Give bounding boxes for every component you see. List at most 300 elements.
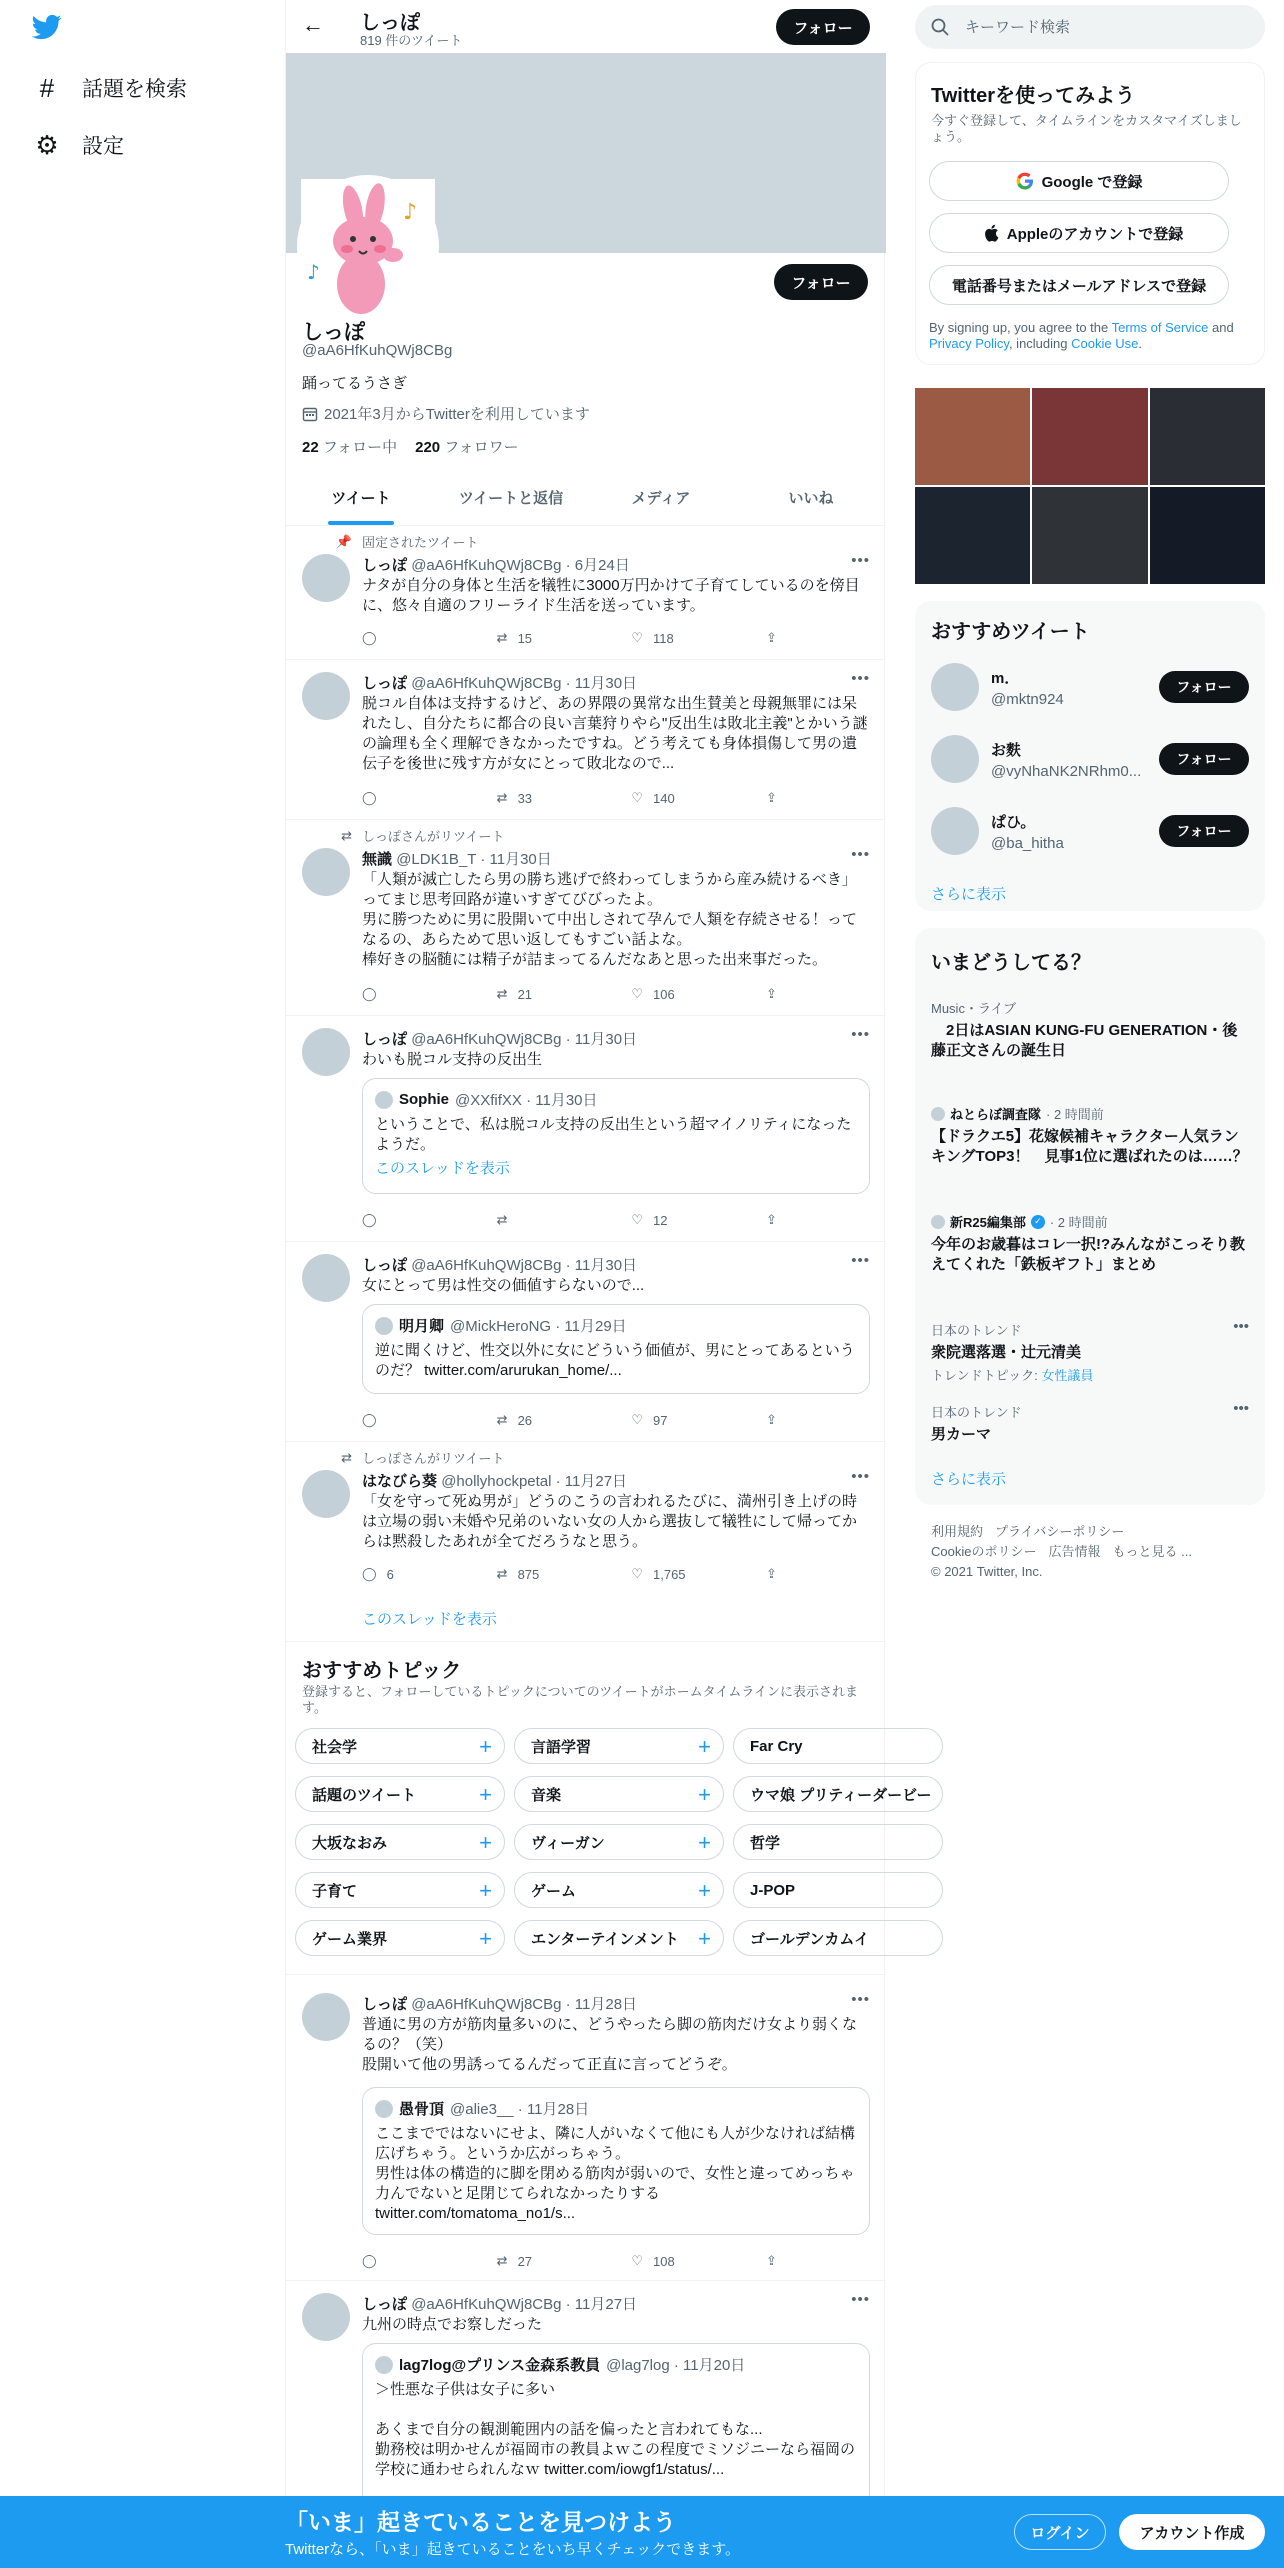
- plus-icon[interactable]: +: [698, 1830, 711, 1855]
- reply-icon: ◯: [362, 986, 377, 1001]
- tweet-header: [362, 672, 870, 693]
- trends-title: いまどうしてる？: [931, 952, 1091, 974]
- tweet[interactable]: [286, 660, 886, 820]
- topic-chip[interactable]: [295, 1776, 505, 1812]
- search-box[interactable]: [915, 5, 1265, 49]
- quote-avatar: [375, 2356, 393, 2374]
- media-thumbnail[interactable]: [1150, 388, 1265, 485]
- media-grid: [915, 388, 1265, 584]
- share-icon: ⇪: [766, 2253, 777, 2268]
- topic-chip[interactable]: [514, 1824, 724, 1860]
- retweet-icon: ⇄: [496, 986, 508, 1001]
- tweet-author-name[interactable]: しっぽ: [362, 1031, 408, 1048]
- media-thumbnail[interactable]: [1032, 487, 1147, 584]
- topic-label: エンターテインメント: [531, 1930, 679, 1948]
- retweet-count: 15: [517, 630, 533, 646]
- heart-icon: ♡: [631, 1212, 643, 1227]
- tweet-meta[interactable]: @aA6HfKuhQWj8CBg · 6月24日: [411, 557, 630, 574]
- avatar[interactable]: [931, 735, 979, 783]
- tweet-meta[interactable]: @LDK1B_T · 11月30日: [396, 851, 552, 868]
- gear-icon: ⚙: [35, 130, 59, 160]
- tweet-author-name[interactable]: はなびら葵: [362, 1473, 438, 1490]
- trend-item[interactable]: [931, 1104, 1249, 1167]
- tweet-meta[interactable]: @aA6HfKuhQWj8CBg · 11月28日: [411, 1996, 638, 2013]
- retweet-icon: ⇄: [341, 827, 352, 843]
- tweet-text: ナタが自分の身体と生活を犠牲に3000万円かけて子育てしているのを傍目に、悠々自適のフリーライド生活を送っています。: [362, 577, 860, 614]
- plus-icon[interactable]: +: [698, 1734, 711, 1759]
- tweet-header: [362, 1254, 870, 1275]
- share-button[interactable]: [766, 788, 786, 808]
- recommend-user[interactable]: [931, 799, 1249, 859]
- share-icon: ⇪: [766, 986, 777, 1001]
- like-button[interactable]: [631, 628, 766, 648]
- tweet-actions: [362, 2251, 786, 2271]
- quoted-tweet[interactable]: [362, 2087, 870, 2235]
- tweet[interactable]: [286, 1975, 886, 2281]
- retweet-button[interactable]: [497, 788, 632, 808]
- tweet-meta[interactable]: @hollyhockpetal · 11月27日: [441, 1473, 628, 1490]
- tweet-actions: [362, 1410, 786, 1430]
- quote-meta: @lag7log · 11月20日: [606, 2357, 746, 2374]
- source-avatar: [931, 1107, 945, 1121]
- tweet-author-name[interactable]: 無識: [362, 851, 393, 868]
- more-icon[interactable]: •••: [851, 1252, 870, 1269]
- trend-meta: 日本のトレンド: [931, 1323, 1022, 1338]
- quote-avatar: [375, 1091, 393, 1109]
- phone-email-signup-button[interactable]: [929, 265, 1229, 305]
- topic-label: 哲学: [750, 1834, 781, 1852]
- topic-chip[interactable]: [514, 1776, 724, 1812]
- reply-icon: ◯: [362, 630, 377, 645]
- topic-label: 音楽: [531, 1786, 562, 1804]
- nav-settings[interactable]: [34, 117, 124, 173]
- heart-icon: ♡: [631, 1566, 643, 1581]
- retweet-icon: ⇄: [496, 630, 508, 645]
- profile-joined: [302, 403, 590, 424]
- topics-description: 登録すると、フォローしているトピックについてのツイートがホームタイムラインに表示されます。: [302, 1684, 859, 1715]
- trend-time: · 2 時間前: [1046, 1107, 1104, 1122]
- trend-meta: 日本のトレンド: [931, 1405, 1022, 1420]
- footer-links: [931, 1522, 1241, 1582]
- topic-chip[interactable]: [733, 1776, 943, 1812]
- back-arrow-icon[interactable]: ←: [302, 12, 324, 37]
- quote-author-name: Sophie: [399, 1091, 450, 1108]
- quote-meta: @MickHeroNG · 11月29日: [450, 1318, 627, 1335]
- share-button[interactable]: [766, 2251, 786, 2271]
- tweet-meta[interactable]: @aA6HfKuhQWj8CBg · 11月30日: [411, 1031, 638, 1048]
- signup-button[interactable]: アカウント作成: [1119, 2514, 1265, 2550]
- follow-button[interactable]: フォロー: [1159, 815, 1249, 847]
- apple-signup-button[interactable]: [929, 213, 1229, 253]
- topic-chip[interactable]: [514, 1872, 724, 1908]
- like-button[interactable]: [631, 1564, 766, 1584]
- tweet-text: 「人類が滅亡したら男の勝ち逃げで終わってしまうから産み続けるべき」ってまじ思考回路が違いすぎてびびったよ。 男に勝つために男に股開いて中出しされて孕んで人類を存続させる！ってなるの、あらためて思い返してもすごい話よな。 棒好きの脳髄には精子が詰まってるんだなあと思った出来事だった。: [362, 871, 858, 968]
- share-icon: ⇪: [766, 630, 777, 645]
- trend-time: · 2 時間前: [1049, 1215, 1108, 1230]
- like-button[interactable]: [631, 1210, 766, 1230]
- trend-source: 新R25編集部: [950, 1215, 1026, 1230]
- following-count: 22: [302, 439, 319, 456]
- tweet-meta[interactable]: @aA6HfKuhQWj8CBg · 11月30日: [411, 675, 638, 692]
- show-thread-link[interactable]: このスレッドを表示: [375, 1160, 510, 1177]
- retweet-button[interactable]: [497, 2251, 632, 2271]
- signup-panel: [915, 62, 1265, 365]
- reply-button[interactable]: [362, 984, 497, 1004]
- avatar[interactable]: [302, 554, 350, 602]
- tweet[interactable]: [286, 1442, 886, 1642]
- show-more-link[interactable]: さらに表示: [931, 1471, 1007, 1488]
- retweet-count: 21: [517, 986, 533, 1002]
- retweet-button[interactable]: [497, 1564, 632, 1584]
- search-icon: [931, 18, 949, 36]
- avatar[interactable]: [302, 2293, 350, 2341]
- plus-icon[interactable]: +: [479, 1878, 492, 1903]
- tweet-text: 女にとって男は性交の価値すらないので...: [362, 1277, 645, 1294]
- quote-header: [375, 2098, 589, 2119]
- like-button[interactable]: [631, 788, 766, 808]
- topics-title: おすすめトピック: [302, 1660, 462, 1682]
- heart-icon: ♡: [631, 2253, 643, 2268]
- tweet-header: [362, 2293, 870, 2314]
- footer-link[interactable]: プライバシーポリシー: [995, 1524, 1125, 1539]
- header-name: しっぽ: [360, 12, 420, 34]
- topic-label: 子育て: [312, 1882, 358, 1900]
- like-count: 118: [653, 630, 674, 646]
- retweet-count: 33: [517, 790, 533, 806]
- tweet-text: 「女を守って死ぬ男が」どうのこうの言われるたびに、満州引き上げの時は立場の弱い未婚や兄弟のいない女の人から選抜して犠牲にして帰ってからは黙殺したあれが全てだろうなと思う。: [362, 1493, 858, 1550]
- avatar[interactable]: [302, 1028, 350, 1076]
- like-button[interactable]: [631, 984, 766, 1004]
- rabbit-illustration-icon: [301, 179, 435, 313]
- tweet[interactable]: [286, 526, 886, 660]
- trend-title: 今年のお歳暮はコレ一択!?みんながこっそり教えてくれた「鉄板ギフト」まとめ: [931, 1236, 1245, 1273]
- followers-count: 220: [415, 439, 441, 456]
- avatar[interactable]: [302, 1993, 350, 2041]
- media-thumbnail[interactable]: [915, 487, 1030, 584]
- reply-button[interactable]: [362, 1564, 497, 1584]
- tab-tweets[interactable]: ツイート: [286, 470, 436, 525]
- recommend-user[interactable]: [931, 655, 1249, 715]
- more-icon[interactable]: •••: [1233, 1318, 1249, 1335]
- like-button[interactable]: [631, 2251, 766, 2271]
- quote-header: [375, 1315, 627, 1336]
- nav-explore-label: 話題を検索: [82, 78, 187, 101]
- reply-button[interactable]: [362, 2251, 497, 2271]
- topic-label: 社会学: [312, 1738, 358, 1756]
- cookie-link[interactable]: Cookie Use: [1071, 336, 1139, 351]
- like-count: 1,765: [653, 1566, 686, 1582]
- topic-chip[interactable]: [514, 1920, 724, 1956]
- topic-chip[interactable]: [733, 1824, 943, 1860]
- recommend-title: おすすめツイート: [931, 621, 1090, 643]
- retweet-context-label[interactable]: しっぽさんがリツイート: [362, 829, 505, 844]
- followers-link[interactable]: [415, 436, 518, 457]
- media-thumbnail[interactable]: [1032, 388, 1147, 485]
- nav-settings-label: 設定: [82, 135, 124, 158]
- tweet-author-name[interactable]: しっぽ: [362, 557, 408, 574]
- quoted-tweet[interactable]: [362, 1078, 870, 1194]
- trend-topic-link[interactable]: 女性議員: [1041, 1368, 1094, 1383]
- reply-icon: ◯: [362, 1212, 377, 1227]
- tweet[interactable]: [286, 1016, 886, 1242]
- tweet-text: 普通に男の方が筋肉量多いのに、どうやったら脚の筋肉だけ女より弱くなるの？（笑） 股開いて他の男誘ってるんだって正直に言ってどうぞ。: [362, 2016, 858, 2073]
- tweet-text: わいも脱コル支持の反出生: [362, 1051, 543, 1068]
- quote-text: ここまでではないにせよ、隣に人がいなくて他にも人が少なければ結構広げちゃう。というか広がっちゃう。 男性は体の構造的に脚を閉める筋肉が弱いので、女性と違ってめっちゃ力んでないと足閉じてられなかったりする twitter.com/tomatoma_no1/s...: [375, 2125, 856, 2222]
- avatar[interactable]: [302, 1470, 350, 1518]
- trend-topic-label: トレンドトピック:: [931, 1368, 1042, 1383]
- reply-button[interactable]: [362, 788, 497, 808]
- trend-meta: [931, 1104, 1249, 1123]
- trend-title: 2日はASIAN KUNG-FU GENERATION・後藤正文さんの誕生日: [931, 1022, 1238, 1059]
- avatar[interactable]: [931, 807, 979, 855]
- source-avatar: [931, 1215, 945, 1229]
- following-label: フォロー中: [322, 439, 398, 456]
- topic-label: ヴィーガン: [531, 1834, 605, 1852]
- nav-explore[interactable]: [34, 60, 187, 116]
- quote-header: [375, 1089, 598, 1110]
- quote-author-name: 愚骨頂: [399, 2101, 445, 2118]
- quote-header: [375, 2354, 745, 2375]
- svg-text:♪: ♪: [307, 260, 320, 284]
- right-sidebar: [915, 0, 1265, 2568]
- quote-avatar: [375, 1317, 393, 1335]
- footer-link[interactable]: Cookieのポリシー: [931, 1544, 1037, 1559]
- trend-subtitle: [931, 1365, 1249, 1384]
- trends-panel: [915, 928, 1265, 1505]
- quoted-tweet[interactable]: [362, 1304, 870, 1394]
- like-count: 12: [653, 1212, 668, 1228]
- signup-legal: [929, 320, 1250, 352]
- profile-follow-button[interactable]: フォロー: [774, 264, 868, 300]
- topic-label: ゲーム業界: [312, 1930, 388, 1948]
- share-button[interactable]: [766, 1564, 786, 1584]
- plus-icon[interactable]: +: [479, 1926, 492, 1951]
- topic-chip[interactable]: [295, 1872, 505, 1908]
- legal-text: By signing up, you agree to the: [929, 320, 1112, 335]
- more-icon[interactable]: •••: [851, 670, 870, 687]
- more-icon[interactable]: •••: [851, 1991, 870, 2008]
- tweet-author-name[interactable]: しっぽ: [362, 675, 408, 692]
- tweet-text: 脱コル自体は支持するけど、あの界隈の異常な出生賛美と母親無罪には呆れたし、自分たちに都合の良い言葉狩りやら"反出生は敗北主義"とかいう謎の論理も全く理解できなかったですね。どう考えても身体損傷して男の遺伝子を後世に残す方が女にとって敗北なので...: [362, 695, 868, 772]
- profile-handle: @aA6HfKuhQWj8CBg: [302, 342, 453, 359]
- search-input[interactable]: [965, 19, 1235, 36]
- avatar[interactable]: [302, 848, 350, 896]
- retweet-icon: ⇄: [496, 1212, 508, 1227]
- header-tweet-count: 819 件のツイート: [360, 33, 463, 48]
- tweet-actions: [362, 1564, 786, 1584]
- more-icon[interactable]: •••: [1233, 1400, 1249, 1417]
- plus-icon[interactable]: +: [698, 1926, 711, 1951]
- profile-follow-stats: [302, 436, 519, 457]
- quote-text: ということで、私は脱コル支持の反出生という超マイノリティになったようだ。: [375, 1116, 852, 1153]
- footer-link[interactable]: もっと見る ...: [1112, 1544, 1192, 1559]
- share-icon: ⇪: [766, 790, 777, 805]
- profile-joined-text: 2021年3月からTwitterを利用しています: [324, 406, 590, 423]
- retweet-count: 27: [517, 2253, 533, 2269]
- share-icon: ⇪: [766, 1212, 777, 1227]
- share-button[interactable]: [766, 1410, 786, 1430]
- recommend-user-name: お麩: [991, 742, 1022, 759]
- avatar[interactable]: [931, 663, 979, 711]
- topic-chip[interactable]: [733, 1920, 943, 1956]
- profile-avatar[interactable]: [297, 175, 439, 317]
- tab-likes[interactable]: いいね: [788, 490, 834, 507]
- google-signup-label: Google で登録: [1041, 173, 1143, 191]
- heart-icon: ♡: [631, 790, 643, 805]
- share-button[interactable]: [766, 628, 786, 648]
- privacy-link[interactable]: Privacy Policy: [929, 336, 1009, 351]
- follow-button[interactable]: フォロー: [1159, 671, 1249, 703]
- tweet-meta[interactable]: @aA6HfKuhQWj8CBg · 11月27日: [411, 2296, 638, 2313]
- terms-link[interactable]: Terms of Service: [1111, 320, 1209, 335]
- more-icon[interactable]: •••: [851, 1026, 870, 1043]
- follow-button[interactable]: フォロー: [1159, 743, 1249, 775]
- reply-button[interactable]: [362, 1210, 497, 1230]
- tweet-author-name[interactable]: しっぽ: [362, 2296, 408, 2313]
- recommend-user-handle: @mktn924: [991, 691, 1064, 708]
- hashtag-icon: #: [39, 73, 55, 103]
- bottom-bar-title: 「いま」起きていることを見つけよう: [285, 2509, 676, 2535]
- tweet-header: [362, 1993, 870, 2014]
- trend-item[interactable]: [931, 998, 1249, 1061]
- plus-icon[interactable]: +: [698, 1878, 711, 1903]
- plus-icon[interactable]: +: [479, 1782, 492, 1807]
- left-nav: [0, 0, 285, 2568]
- topic-label: Far Cry: [750, 1737, 803, 1755]
- plus-icon[interactable]: +: [698, 1782, 711, 1807]
- trend-item[interactable]: [931, 1212, 1249, 1275]
- reply-icon: ◯: [362, 2253, 377, 2268]
- like-button[interactable]: [631, 1410, 766, 1430]
- recommend-user-name: m．: [991, 670, 1020, 687]
- quote-text: 逆に聞くけど、性交以外に女にどういう価値が、男にとってあるというのだ？ twitter.com/arurukan_home/...: [375, 1342, 855, 1379]
- pinned-context: [334, 532, 478, 551]
- signup-subtitle: 今すぐ登録して、タイムラインをカスタマイズしましょう。: [931, 113, 1242, 144]
- topic-chip[interactable]: [733, 1728, 943, 1764]
- tab-tweets-replies[interactable]: ツイートと返信: [458, 490, 564, 507]
- more-icon[interactable]: •••: [851, 2291, 870, 2308]
- show-more-link[interactable]: さらに表示: [931, 886, 1007, 903]
- trend-item[interactable]: [931, 1320, 1249, 1384]
- quote-meta: @alie3__ · 11月28日: [450, 2101, 590, 2118]
- copyright: © 2021 Twitter, Inc.: [931, 1564, 1043, 1579]
- like-count: 108: [653, 2253, 675, 2269]
- google-icon: [1016, 172, 1034, 190]
- retweet-button[interactable]: [497, 1410, 632, 1430]
- legal-text: and: [1208, 320, 1234, 335]
- topic-label: 話題のツイート: [312, 1786, 416, 1804]
- tab-media[interactable]: メディア: [631, 490, 691, 507]
- login-button[interactable]: ログイン: [1014, 2514, 1106, 2550]
- reply-icon: ◯: [362, 790, 377, 805]
- avatar[interactable]: [302, 672, 350, 720]
- more-icon[interactable]: •••: [851, 846, 870, 863]
- media-thumbnail[interactable]: [915, 388, 1030, 485]
- retweet-context-label[interactable]: しっぽさんがリツイート: [362, 1451, 505, 1466]
- main-column: [285, 0, 932, 2568]
- recommend-user-handle: @vyNhaNK2NRhm0...: [991, 763, 1142, 780]
- footer-link[interactable]: 利用規約: [931, 1524, 984, 1539]
- following-link[interactable]: [302, 436, 397, 457]
- plus-icon[interactable]: +: [479, 1734, 492, 1759]
- tweet-header: [362, 848, 870, 869]
- trend-title: 男カーマ: [931, 1426, 992, 1443]
- google-signup-button[interactable]: [929, 161, 1229, 201]
- retweet-icon: ⇄: [496, 1566, 508, 1581]
- trend-meta: [931, 1212, 1249, 1231]
- legal-text: , including: [1008, 336, 1072, 351]
- topic-chip[interactable]: [733, 1872, 943, 1908]
- topic-chip[interactable]: [514, 1728, 724, 1764]
- trend-item[interactable]: [931, 1402, 1249, 1445]
- tweet[interactable]: [286, 820, 886, 1016]
- retweet-button[interactable]: [497, 984, 632, 1004]
- pinned-label: 固定されたツイート: [362, 535, 479, 550]
- tweet-author-name[interactable]: しっぽ: [362, 1996, 408, 2013]
- topic-label: ゲーム: [531, 1882, 577, 1900]
- followers-label: フォロワー: [444, 439, 519, 456]
- share-button[interactable]: [766, 984, 786, 1004]
- tweet-actions: [362, 788, 786, 808]
- more-icon[interactable]: •••: [851, 552, 870, 569]
- more-icon[interactable]: •••: [851, 1468, 870, 1485]
- profile-name: しっぽ: [302, 321, 365, 344]
- media-thumbnail[interactable]: [1150, 487, 1265, 584]
- topic-chip[interactable]: [295, 1920, 505, 1956]
- profile-tabs: [286, 470, 886, 526]
- tweet[interactable]: [286, 1242, 886, 1442]
- twitter-logo-icon[interactable]: [32, 12, 62, 47]
- like-count: 97: [653, 1412, 668, 1428]
- plus-icon[interactable]: +: [479, 1830, 492, 1855]
- show-thread-link[interactable]: このスレッドを表示: [362, 1611, 497, 1628]
- retweet-icon: ⇄: [496, 1412, 508, 1427]
- recommended-topics: [286, 1642, 932, 1975]
- trend-meta: Music・ライブ: [931, 1001, 1017, 1016]
- topic-chip[interactable]: [295, 1728, 505, 1764]
- quote-avatar: [375, 2100, 393, 2118]
- topic-chip[interactable]: [295, 1824, 505, 1860]
- avatar[interactable]: [302, 1254, 350, 1302]
- share-button[interactable]: [766, 1210, 786, 1230]
- header-follow-button[interactable]: フォロー: [776, 9, 870, 45]
- tweet-header: [362, 1028, 870, 1049]
- retweet-icon: ⇄: [341, 1449, 352, 1465]
- tweet-meta[interactable]: @aA6HfKuhQWj8CBg · 11月30日: [411, 1257, 638, 1274]
- share-icon: ⇪: [766, 1566, 777, 1581]
- phone-email-signup-label: 電話番号またはメールアドレスで登録: [951, 277, 1207, 295]
- topic-label: 大坂なおみ: [312, 1834, 388, 1852]
- reply-button[interactable]: [362, 1410, 497, 1430]
- apple-signup-label: Appleのアカウントで登録: [1006, 225, 1184, 243]
- retweet-button[interactable]: [497, 1210, 632, 1230]
- tweet-text: 九州の時点でお察しだった: [362, 2316, 543, 2333]
- heart-icon: ♡: [631, 630, 643, 645]
- tweet-author-name[interactable]: しっぽ: [362, 1257, 408, 1274]
- legal-text: .: [1138, 336, 1142, 351]
- profile-bio: 踊ってるうさぎ: [302, 375, 408, 392]
- apple-logo-icon: [983, 224, 999, 242]
- recommended-tweets-panel: [915, 601, 1265, 911]
- reply-button[interactable]: [362, 628, 497, 648]
- footer-link[interactable]: 広告情報: [1048, 1544, 1101, 1559]
- profile-header-bar: [286, 0, 886, 53]
- retweet-count: 875: [517, 1566, 540, 1582]
- tweet-actions: [362, 984, 786, 1004]
- recommend-user[interactable]: [931, 727, 1249, 787]
- retweet-button[interactable]: [497, 628, 632, 648]
- retweet-context: [334, 1448, 504, 1467]
